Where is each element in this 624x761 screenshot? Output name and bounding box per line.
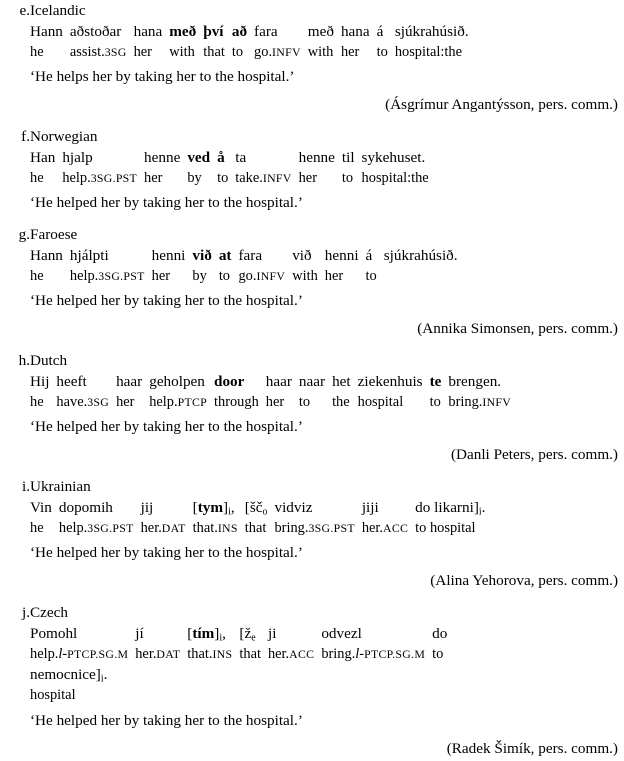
free-translation: ‘He helped her by taking her to the hospital.’ xyxy=(30,194,303,211)
interlinear-block xyxy=(30,371,518,412)
example-body xyxy=(30,245,624,313)
gloss-word: her.DAT xyxy=(140,520,186,536)
object-word-highlighted: at xyxy=(218,247,232,264)
gloss-word: by xyxy=(187,170,202,186)
gloss-line-continuation: hospital xyxy=(30,687,76,703)
example-letter: i. xyxy=(21,478,30,495)
object-word-highlighted: með xyxy=(169,23,197,40)
object-language-line xyxy=(30,21,476,42)
object-word: henni xyxy=(151,247,186,264)
object-language-line xyxy=(30,371,518,392)
object-word: til xyxy=(341,149,355,166)
free-translation: ‘He helped her by taking her to the hospital.’ xyxy=(30,712,303,729)
gloss-word: her xyxy=(265,394,285,410)
object-language-line xyxy=(30,623,454,644)
example-body xyxy=(30,147,624,215)
gloss-word: have.3SG xyxy=(56,394,110,410)
gloss-word: through xyxy=(214,394,259,410)
object-word-highlighted: door xyxy=(214,373,245,390)
object-word: het xyxy=(332,373,351,390)
source-attribution: (Radek Šimík, pers. comm.) xyxy=(446,740,618,757)
example-body xyxy=(30,623,624,733)
object-word-bracketed: do $likarni]_i$. xyxy=(415,499,486,518)
gloss-word: bring.INFV xyxy=(448,394,512,410)
object-word: ji xyxy=(267,625,277,642)
object-word: henne xyxy=(144,149,181,166)
example-language-name: Ukrainian xyxy=(30,478,91,495)
object-language-line xyxy=(30,245,465,266)
object-word: jiji xyxy=(361,499,379,516)
gloss-word: to xyxy=(376,44,388,60)
example-language-name: Norwegian xyxy=(30,128,98,145)
gloss-word: help.3SG.PST xyxy=(62,170,138,186)
example-header xyxy=(0,126,624,147)
object-word: sjúkrahúsið. xyxy=(383,247,458,264)
object-word: ziekenhuis xyxy=(357,373,423,390)
object-word: hjalp xyxy=(62,149,93,166)
gloss-word: help.3SG.PST xyxy=(58,520,134,536)
example-header xyxy=(0,224,624,245)
gloss-line xyxy=(30,644,454,664)
example-body xyxy=(30,21,624,89)
example-body xyxy=(30,371,624,439)
object-word: fara xyxy=(254,23,278,40)
gloss-word: help.l-PTCP.SG.M xyxy=(30,646,129,662)
gloss-word: he xyxy=(30,170,44,186)
object-word: haar xyxy=(265,373,292,390)
object-word-bracketed: [$ž_e$ xyxy=(239,625,256,644)
object-word: við xyxy=(292,247,312,264)
object-word: jí xyxy=(135,625,144,642)
gloss-line xyxy=(30,42,476,62)
gloss-word: that.INS xyxy=(192,520,238,536)
gloss-word: with xyxy=(307,44,334,60)
object-word: heeft xyxy=(56,373,87,390)
gloss-word: to xyxy=(231,44,244,60)
object-word: aðstoðar xyxy=(69,23,122,40)
gloss-word: bring.l-PTCP.SG.M xyxy=(321,646,426,662)
object-word: á xyxy=(376,23,384,40)
object-word: sjúkrahúsið. xyxy=(394,23,469,40)
gloss-word: he xyxy=(30,44,44,60)
gloss-word: that xyxy=(239,646,261,662)
interlinear-block xyxy=(30,245,465,286)
example-g-faroese xyxy=(0,224,624,341)
object-word: henni xyxy=(324,247,359,264)
object-word-highlighted: te xyxy=(429,373,442,390)
gloss-word: her xyxy=(298,170,317,186)
object-word: með xyxy=(307,23,334,40)
gloss-word: to xyxy=(217,170,229,186)
example-e-icelandic xyxy=(0,0,624,117)
gloss-word: he xyxy=(30,520,44,536)
gloss-word: that.INS xyxy=(187,646,233,662)
gloss-word: by xyxy=(192,268,207,284)
gloss-word: her xyxy=(133,44,152,60)
object-word-bracketed: [$šč_o$ xyxy=(244,499,268,518)
object-word: Hann xyxy=(30,23,63,40)
object-word: geholpen xyxy=(149,373,205,390)
gloss-word: the xyxy=(332,394,350,410)
source-attribution: (Danli Peters, pers. comm.) xyxy=(450,446,618,463)
gloss-word: her xyxy=(116,394,135,410)
interlinear-block xyxy=(30,623,454,664)
example-body xyxy=(30,497,624,565)
gloss-word: to xyxy=(432,646,444,662)
object-word: henne xyxy=(298,149,335,166)
source-attribution: (Alina Yehorova, pers. comm.) xyxy=(430,572,618,589)
object-word: á xyxy=(365,247,373,264)
object-word: Pomohl xyxy=(30,625,78,642)
object-word: hjálpti xyxy=(69,247,109,264)
gloss-word: with xyxy=(292,268,318,284)
gloss-word: go.INFV xyxy=(238,268,286,284)
example-letter: f. xyxy=(21,128,30,145)
object-word-highlighted: ved xyxy=(187,149,211,166)
gloss-line xyxy=(30,518,492,538)
object-word-highlighted: å xyxy=(217,149,225,166)
gloss-word: hospital:the xyxy=(394,44,462,60)
gloss-word: go.INFV xyxy=(254,44,301,60)
object-word: fara xyxy=(238,247,263,264)
object-language-line xyxy=(30,497,492,518)
object-word: ta xyxy=(235,149,247,166)
example-language-name: Faroese xyxy=(30,226,78,243)
gloss-word: to xyxy=(218,268,231,284)
gloss-word: help.PTCP xyxy=(149,394,207,410)
example-j-czech xyxy=(0,602,624,761)
gloss-line xyxy=(30,392,518,412)
free-translation: ‘He helped her by taking her to the hospital.’ xyxy=(30,418,303,435)
example-language-name: Czech xyxy=(30,604,68,621)
object-word-bracketed: $[tím]_i$, xyxy=(187,625,226,644)
gloss-word: he xyxy=(30,394,44,410)
gloss-word: hospital xyxy=(357,394,404,410)
example-header xyxy=(0,0,624,21)
gloss-word: her.DAT xyxy=(135,646,181,662)
object-word: do xyxy=(432,625,448,642)
example-language-name: Dutch xyxy=(30,352,68,369)
source-attribution: (Ásgrímur Angantýsson, pers. comm.) xyxy=(385,96,618,113)
free-translation: ‘He helps her by taking her to the hospital.’ xyxy=(30,68,295,85)
gloss-word: to xyxy=(429,394,441,410)
gloss-word: that xyxy=(203,44,225,60)
example-letter: h. xyxy=(18,352,30,369)
object-word: dopomih xyxy=(58,499,113,516)
gloss-word: assist.3SG xyxy=(69,44,127,60)
gloss-word: help.3SG.PST xyxy=(69,268,145,284)
object-word: hana xyxy=(340,23,370,40)
object-word-bracketed: $[tym]_i$, xyxy=(192,499,235,518)
gloss-line xyxy=(30,168,436,188)
example-letter: g. xyxy=(18,226,30,243)
example-h-dutch xyxy=(0,350,624,467)
object-word: hana xyxy=(133,23,163,40)
gloss-word: with xyxy=(169,44,195,60)
source-attribution: (Annika Simonsen, pers. comm.) xyxy=(417,320,618,337)
object-word: Hann xyxy=(30,247,63,264)
example-header xyxy=(0,476,624,497)
object-word: Hij xyxy=(30,373,50,390)
interlinear-block xyxy=(30,147,436,188)
free-translation: ‘He helped her by taking her to the hospital.’ xyxy=(30,544,303,561)
gloss-word: her xyxy=(144,170,163,186)
gloss-word: hospital:the xyxy=(361,170,429,186)
gloss-word: to xyxy=(341,170,354,186)
free-translation: ‘He helped her by taking her to the hospital.’ xyxy=(30,292,303,309)
object-word-highlighted: því xyxy=(203,23,224,40)
gloss-word: to xyxy=(298,394,311,410)
object-word: haar xyxy=(116,373,143,390)
object-word-highlighted: að xyxy=(231,23,248,40)
object-word: Han xyxy=(30,149,56,166)
object-word: naar xyxy=(298,373,326,390)
example-header xyxy=(0,350,624,371)
interlinear-block xyxy=(30,497,492,538)
gloss-word: her xyxy=(151,268,171,284)
object-word: jij xyxy=(140,499,154,516)
object-word: sykehuset. xyxy=(361,149,426,166)
gloss-word: bring.3SG.PST xyxy=(274,520,355,536)
gloss-word: take.INFV xyxy=(235,170,292,186)
example-i-ukrainian xyxy=(0,476,624,593)
gloss-word: her xyxy=(324,268,344,284)
object-line-continuation: $nemocnice]_i$. xyxy=(30,666,108,685)
example-f-norwegian xyxy=(0,126,624,215)
object-word: odvezl xyxy=(321,625,362,642)
example-language-name: Icelandic xyxy=(30,2,86,19)
object-language-line xyxy=(30,147,436,168)
object-word: vidviz xyxy=(274,499,313,516)
example-header xyxy=(0,602,624,623)
object-word: brengen. xyxy=(448,373,502,390)
object-word-highlighted: við xyxy=(192,247,212,264)
gloss-word: her.ACC xyxy=(361,520,409,536)
example-letter: j. xyxy=(21,604,30,621)
gloss-word: her xyxy=(340,44,360,60)
gloss-line xyxy=(30,266,465,286)
interlinear-block xyxy=(30,21,476,62)
gloss-word: that xyxy=(244,520,267,536)
example-letter: e. xyxy=(19,2,30,19)
gloss-word: her.ACC xyxy=(267,646,315,662)
gloss-word: to xyxy=(365,268,377,284)
object-word: Vin xyxy=(30,499,52,516)
gloss-word: he xyxy=(30,268,44,284)
gloss-word: to hospital xyxy=(415,520,476,536)
